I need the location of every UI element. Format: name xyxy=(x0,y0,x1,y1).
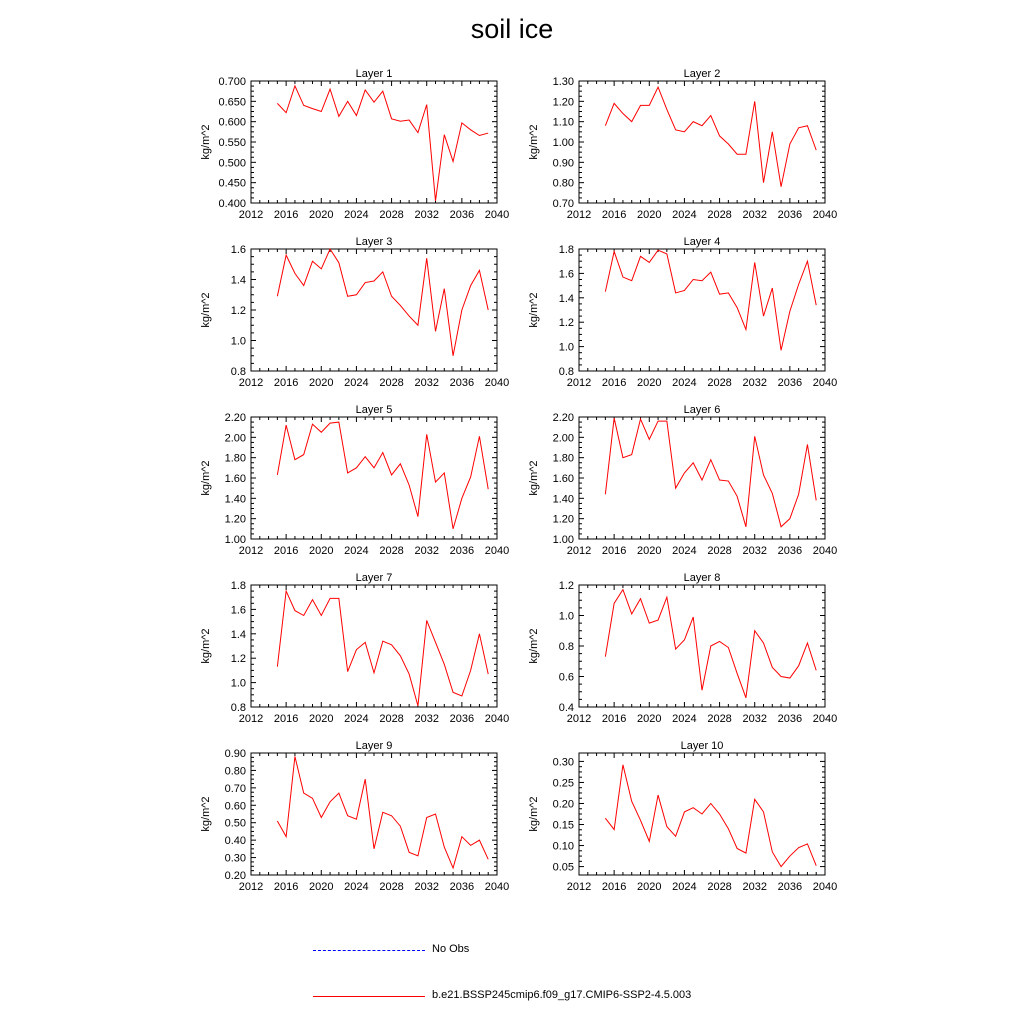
y-tick-label: 1.60 xyxy=(552,473,574,485)
y-tick-label: 0.90 xyxy=(552,157,574,170)
y-tick-label: 2.20 xyxy=(552,412,574,424)
panel-title: Layer 9 xyxy=(355,740,393,752)
plot-frame xyxy=(251,585,497,707)
x-tick-label: 2036 xyxy=(777,377,803,389)
x-tick-label: 2024 xyxy=(672,545,697,557)
x-tick-label: 2016 xyxy=(601,713,627,725)
y-tick-label: 1.0 xyxy=(230,677,246,690)
y-axis-label: kg/m^2 xyxy=(200,292,212,328)
x-tick-label: 2032 xyxy=(414,881,439,893)
y-tick-label: 0.4 xyxy=(558,702,574,714)
x-tick-label: 2020 xyxy=(637,545,662,557)
panel-title: Layer 2 xyxy=(683,68,721,80)
y-tick-label: 1.2 xyxy=(230,653,246,666)
x-tick-label: 2032 xyxy=(414,713,439,725)
y-axis-label: kg/m^2 xyxy=(528,124,540,160)
y-tick-label: 1.20 xyxy=(224,513,246,526)
x-tick-label: 2032 xyxy=(742,545,767,557)
y-tick-label: 0.600 xyxy=(218,116,246,129)
y-tick-label: 1.00 xyxy=(552,534,574,546)
x-tick-label: 2020 xyxy=(309,209,334,221)
y-axis-label: kg/m^2 xyxy=(528,292,540,328)
x-tick-label: 2040 xyxy=(812,881,838,893)
y-tick-label: 0.15 xyxy=(552,819,574,832)
y-tick-label: 0.400 xyxy=(218,198,246,210)
series-line xyxy=(605,250,816,350)
x-tick-label: 2024 xyxy=(344,209,369,221)
y-tick-label: 1.80 xyxy=(552,452,574,465)
y-tick-label: 1.4 xyxy=(230,274,246,287)
panel-layer-1 xyxy=(200,68,509,221)
x-tick-label: 2016 xyxy=(601,881,627,893)
x-tick-label: 2024 xyxy=(344,881,369,893)
x-tick-label: 2020 xyxy=(637,209,662,221)
y-tick-label: 1.10 xyxy=(552,116,574,129)
y-tick-label: 0.30 xyxy=(552,756,574,769)
x-tick-label: 2016 xyxy=(601,545,627,557)
y-tick-label: 0.450 xyxy=(218,177,246,190)
x-tick-label: 2028 xyxy=(379,545,404,557)
y-tick-label: 0.8 xyxy=(558,366,574,378)
y-tick-label: 1.80 xyxy=(224,452,246,465)
x-tick-label: 2020 xyxy=(637,713,662,725)
panel-title: Layer 10 xyxy=(680,740,724,752)
panel-layer-8 xyxy=(528,572,837,725)
y-tick-label: 0.20 xyxy=(224,870,246,882)
y-tick-label: 0.60 xyxy=(224,800,246,813)
x-tick-label: 2020 xyxy=(309,713,334,725)
y-tick-label: 1.0 xyxy=(558,341,574,354)
y-tick-label: 0.700 xyxy=(218,76,246,88)
x-tick-label: 2028 xyxy=(379,713,404,725)
y-tick-label: 1.6 xyxy=(558,268,574,281)
x-tick-label: 2012 xyxy=(566,377,592,389)
y-tick-label: 1.20 xyxy=(552,96,574,109)
x-tick-label: 2012 xyxy=(238,209,264,221)
x-tick-label: 2016 xyxy=(273,713,299,725)
series-line xyxy=(605,87,816,187)
x-tick-label: 2020 xyxy=(637,881,662,893)
x-tick-label: 2020 xyxy=(309,377,334,389)
x-tick-label: 2040 xyxy=(484,209,510,221)
x-tick-label: 2028 xyxy=(707,881,732,893)
x-tick-label: 2012 xyxy=(566,545,592,557)
y-tick-label: 1.40 xyxy=(224,493,246,506)
x-tick-label: 2040 xyxy=(812,545,838,557)
x-tick-label: 2020 xyxy=(309,881,334,893)
figure-title: soil ice xyxy=(470,14,554,44)
x-tick-label: 2032 xyxy=(742,881,767,893)
x-tick-label: 2028 xyxy=(707,377,732,389)
y-tick-label: 1.4 xyxy=(558,292,574,305)
y-tick-label: 2.00 xyxy=(552,432,574,445)
y-tick-label: 0.20 xyxy=(552,798,574,811)
x-tick-label: 2024 xyxy=(344,545,369,557)
x-tick-label: 2020 xyxy=(637,377,662,389)
x-tick-label: 2040 xyxy=(812,209,838,221)
plot-frame xyxy=(251,81,497,203)
x-tick-label: 2040 xyxy=(484,545,510,557)
panel-title: Layer 7 xyxy=(355,572,393,584)
x-tick-label: 2016 xyxy=(273,881,299,893)
x-tick-label: 2036 xyxy=(449,545,475,557)
x-tick-label: 2036 xyxy=(449,881,475,893)
x-tick-label: 2016 xyxy=(601,209,627,221)
y-tick-label: 0.8 xyxy=(230,702,246,714)
panel-layer-6 xyxy=(528,404,837,557)
x-tick-label: 2012 xyxy=(238,377,264,389)
x-tick-label: 2032 xyxy=(414,209,439,221)
y-tick-label: 1.6 xyxy=(230,604,246,617)
x-tick-label: 2032 xyxy=(742,377,767,389)
x-tick-label: 2028 xyxy=(707,713,732,725)
y-tick-label: 0.80 xyxy=(552,177,574,190)
x-tick-label: 2036 xyxy=(777,881,803,893)
y-tick-label: 1.0 xyxy=(558,610,574,623)
x-tick-label: 2036 xyxy=(777,713,803,725)
y-tick-label: 0.650 xyxy=(218,96,246,109)
y-tick-label: 1.2 xyxy=(558,580,574,592)
x-tick-label: 2040 xyxy=(484,881,510,893)
y-tick-label: 0.8 xyxy=(558,641,574,653)
x-tick-label: 2012 xyxy=(566,881,592,893)
y-tick-label: 0.30 xyxy=(224,852,246,865)
legend-model-label: b.e21.BSSP245cmip6.f09_g17.CMIP6-SSP2-4.5.003 xyxy=(432,989,692,1001)
y-tick-label: 0.10 xyxy=(552,840,574,853)
x-tick-label: 2020 xyxy=(309,545,334,557)
panel-title: Layer 1 xyxy=(355,68,393,80)
y-axis-label: kg/m^2 xyxy=(200,124,212,160)
x-tick-label: 2024 xyxy=(344,713,369,725)
x-tick-label: 2040 xyxy=(484,713,510,725)
y-tick-label: 2.20 xyxy=(224,412,246,424)
x-tick-label: 2012 xyxy=(238,713,264,725)
x-tick-label: 2040 xyxy=(812,713,838,725)
y-tick-label: 1.40 xyxy=(552,493,574,506)
panel-title: Layer 5 xyxy=(355,404,393,416)
x-tick-label: 2032 xyxy=(414,377,439,389)
x-tick-label: 2028 xyxy=(379,881,404,893)
x-tick-label: 2028 xyxy=(379,209,404,221)
y-tick-label: 1.4 xyxy=(230,628,246,641)
x-tick-label: 2024 xyxy=(672,881,697,893)
legend-model-line xyxy=(313,996,425,997)
panel-layer-9 xyxy=(200,740,509,893)
x-tick-label: 2032 xyxy=(742,713,767,725)
x-tick-label: 2016 xyxy=(273,545,299,557)
legend-obs-line xyxy=(313,950,425,951)
y-tick-label: 0.8 xyxy=(230,366,246,378)
x-tick-label: 2036 xyxy=(777,545,803,557)
y-tick-label: 0.6 xyxy=(558,671,574,684)
plot-frame xyxy=(579,81,825,203)
plot-frame xyxy=(251,249,497,371)
y-tick-label: 1.2 xyxy=(230,305,246,317)
y-axis-label: kg/m^2 xyxy=(528,628,540,664)
y-tick-label: 2.00 xyxy=(224,432,246,445)
series-line xyxy=(277,756,488,868)
panel-layer-7 xyxy=(200,572,509,725)
y-tick-label: 0.80 xyxy=(224,765,246,778)
y-tick-label: 1.0 xyxy=(230,335,246,348)
plot-frame xyxy=(251,753,497,875)
y-tick-label: 1.00 xyxy=(224,534,246,546)
x-tick-label: 2016 xyxy=(273,377,299,389)
x-tick-label: 2012 xyxy=(238,881,264,893)
y-tick-label: 1.00 xyxy=(552,137,574,149)
panel-layer-10 xyxy=(528,740,837,893)
x-tick-label: 2028 xyxy=(707,209,732,221)
panel-title: Layer 4 xyxy=(683,236,721,248)
series-line xyxy=(605,590,816,698)
x-tick-label: 2024 xyxy=(672,713,697,725)
x-tick-label: 2032 xyxy=(414,545,439,557)
x-tick-label: 2012 xyxy=(566,713,592,725)
x-tick-label: 2040 xyxy=(484,377,510,389)
x-tick-label: 2036 xyxy=(777,209,803,221)
x-tick-label: 2040 xyxy=(812,377,838,389)
y-tick-label: 1.8 xyxy=(230,580,246,592)
series-line xyxy=(277,591,488,706)
y-tick-label: 1.2 xyxy=(558,317,574,330)
y-tick-label: 0.90 xyxy=(224,748,246,760)
x-tick-label: 2028 xyxy=(707,545,732,557)
x-tick-label: 2016 xyxy=(601,377,627,389)
y-tick-label: 1.30 xyxy=(552,76,574,88)
x-tick-label: 2012 xyxy=(566,209,592,221)
plot-frame xyxy=(579,249,825,371)
y-tick-label: 0.50 xyxy=(224,817,246,830)
panel-title: Layer 8 xyxy=(683,572,721,584)
panel-title: Layer 3 xyxy=(355,236,393,248)
series-line xyxy=(605,418,816,527)
x-tick-label: 2016 xyxy=(273,209,299,221)
panel-layer-5 xyxy=(200,404,509,557)
y-axis-label: kg/m^2 xyxy=(200,460,212,496)
y-tick-label: 1.8 xyxy=(558,244,574,256)
x-tick-label: 2012 xyxy=(238,545,264,557)
plot-frame xyxy=(251,417,497,539)
y-tick-label: 0.550 xyxy=(218,137,246,149)
series-line xyxy=(605,765,816,867)
x-tick-label: 2024 xyxy=(672,209,697,221)
y-tick-label: 1.6 xyxy=(230,244,246,256)
y-axis-label: kg/m^2 xyxy=(200,628,212,664)
y-tick-label: 0.70 xyxy=(552,198,574,210)
legend-obs-label: No Obs xyxy=(432,943,470,955)
y-axis-label: kg/m^2 xyxy=(528,796,540,832)
panel-layer-4 xyxy=(528,236,837,389)
x-tick-label: 2028 xyxy=(379,377,404,389)
x-tick-label: 2032 xyxy=(742,209,767,221)
y-axis-label: kg/m^2 xyxy=(528,460,540,496)
y-axis-label: kg/m^2 xyxy=(200,796,212,832)
series-line xyxy=(277,86,488,201)
y-tick-label: 0.40 xyxy=(224,835,246,848)
panel-layer-2 xyxy=(528,68,837,221)
y-tick-label: 1.20 xyxy=(552,513,574,526)
y-tick-label: 0.25 xyxy=(552,777,574,790)
y-tick-label: 0.500 xyxy=(218,157,246,170)
panel-title: Layer 6 xyxy=(683,404,721,416)
x-tick-label: 2036 xyxy=(449,377,475,389)
panel-layer-3 xyxy=(200,236,509,389)
x-tick-label: 2024 xyxy=(672,377,697,389)
x-tick-label: 2036 xyxy=(449,713,475,725)
y-tick-label: 1.60 xyxy=(224,473,246,485)
y-tick-label: 0.05 xyxy=(552,861,574,874)
series-line xyxy=(277,249,488,356)
series-line xyxy=(277,422,488,529)
x-tick-label: 2036 xyxy=(449,209,475,221)
x-tick-label: 2024 xyxy=(344,377,369,389)
y-tick-label: 0.70 xyxy=(224,782,246,795)
